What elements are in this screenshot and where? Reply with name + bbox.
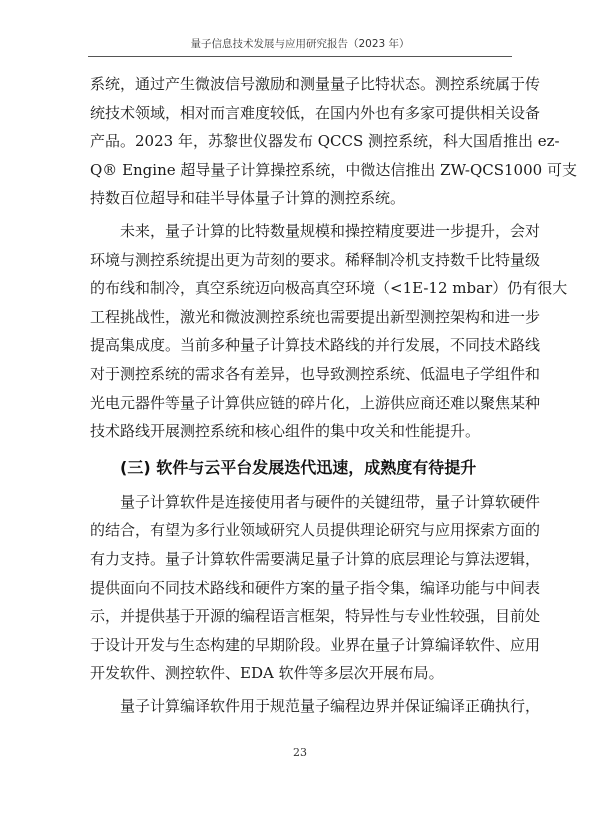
text-line: 有力支持。量子计算软件需要满足量子计算的底层理论与算法逻辑，	[90, 549, 541, 568]
text-line: 开发软件、测控软件、EDA 软件等多层次开展布局。	[90, 664, 444, 683]
text-line: 工程挑战性，激光和微波测控系统也需要提出新型测控架构和进一步	[90, 307, 541, 326]
text-line: 未来，量子计算的比特数量规模和操控精度要进一步提升，会对	[120, 221, 541, 240]
text-line: 于设计开发与生态构建的早期阶段。业界在量子计算编译软件、应用	[90, 635, 541, 654]
page-number: 23	[293, 746, 307, 759]
body-text	[90, 70, 577, 720]
paragraph	[90, 692, 541, 721]
running-header: 量子信息技术发展与应用研究报告（2023 年）	[88, 36, 512, 57]
text-line: 示，并提供基于开源的编程语言框架，特异性与专业性较强，目前处	[90, 607, 541, 626]
text-line: 的布线和制冷，真空系统迈向极高真空环境（<1E-12 mbar）仍有很大	[90, 279, 568, 298]
text-line: 对于测控系统的需求各有差异，也导致测控系统、低温电子学组件和	[90, 364, 541, 383]
text-line: 光电元器件等量子计算供应链的碎片化，上游供应商还难以聚焦某种	[90, 393, 541, 412]
text-line: 环境与测控系统提出更为苛刻的要求。稀释制冷机支持数千比特量级	[90, 250, 541, 269]
text-line: 技术路线开展测控系统和核心组件的集中攻关和性能提升。	[90, 422, 481, 441]
text-line: 持数百位超导和硅半导体量子计算的测控系统。	[90, 189, 406, 208]
text-line: 产品。2023 年，苏黎世仪器发布 QCCS 测控系统，科大国盾推出 ez-	[90, 132, 560, 151]
text-line: Q® Engine 超导量子计算操控系统，中微达信推出 ZW-QCS1000 可支	[90, 160, 577, 179]
text-line: 统技术领域，相对而言难度较低，在国内外也有多家可提供相关设备	[90, 103, 541, 122]
section-heading: (三) 软件与云平台发展迭代迅速，成熟度有待提升	[120, 457, 477, 477]
text-line: 量子计算编译软件用于规范量子编程边界并保证编译正确执行，	[120, 696, 541, 715]
text-line: 系统，通过产生微波信号激励和测量量子比特状态。测控系统属于传	[90, 75, 541, 93]
paragraph	[90, 488, 541, 688]
top-paragraphs	[90, 70, 577, 446]
text-line: 提供面向不同技术路线和硬件方案的量子指令集，编译功能与中间表	[90, 578, 541, 597]
text-line: 提高集成度。当前多种量子计算技术路线的并行发展，不同技术路线	[90, 336, 541, 355]
text-line: 的结合，有望为多行业领域研究人员提供理论研究与应用探索方面的	[90, 521, 541, 540]
bottom-paragraphs	[90, 488, 541, 721]
paragraph	[90, 217, 568, 446]
text-line: 量子计算软件是连接使用者与硬件的关键纽带，量子计算软硬件	[120, 492, 541, 511]
paragraph	[90, 70, 577, 213]
